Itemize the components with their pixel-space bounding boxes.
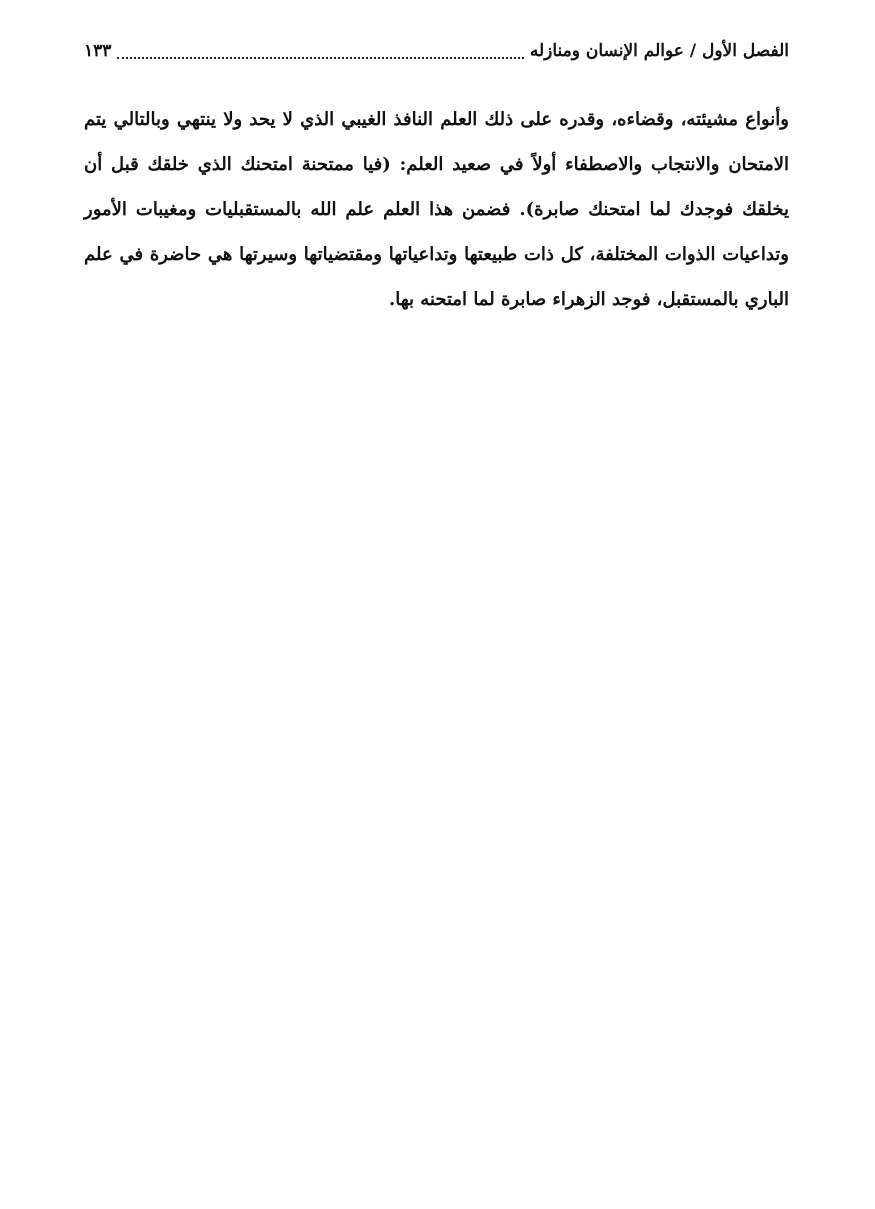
leader-dots	[117, 47, 523, 59]
page-number: ١٣٣	[84, 41, 112, 61]
body-paragraph: وأنواع مشيئته، وقضاءه، وقدره على ذلك العلم النافذ الغيبي الذي لا يحد ولا ينتهي وبالتالي يتم الامتحان والانتجاب والاصطفاء أولاً في صعيد العلم: (فيا ممتحنة امتحنك الذي خلقك قبل أن يخلقك فوجدك لما امتحنك صابرة). فضمن هذا العلم علم الله بالمستقبليات ومغيبات الأمور وتداعيات الذوات المختلفة، كل ذات طبيعتها وتداعياتها ومقتضياتها وسيرتها هي حاضرة في علم الباري بالمستقبل، فوجد الزهراء صابرة لما امتحنه بها.	[84, 109, 789, 310]
chapter-title: الفصل الأول / عوالم الإنسان ومنازله	[529, 41, 789, 61]
running-header	[84, 36, 789, 66]
